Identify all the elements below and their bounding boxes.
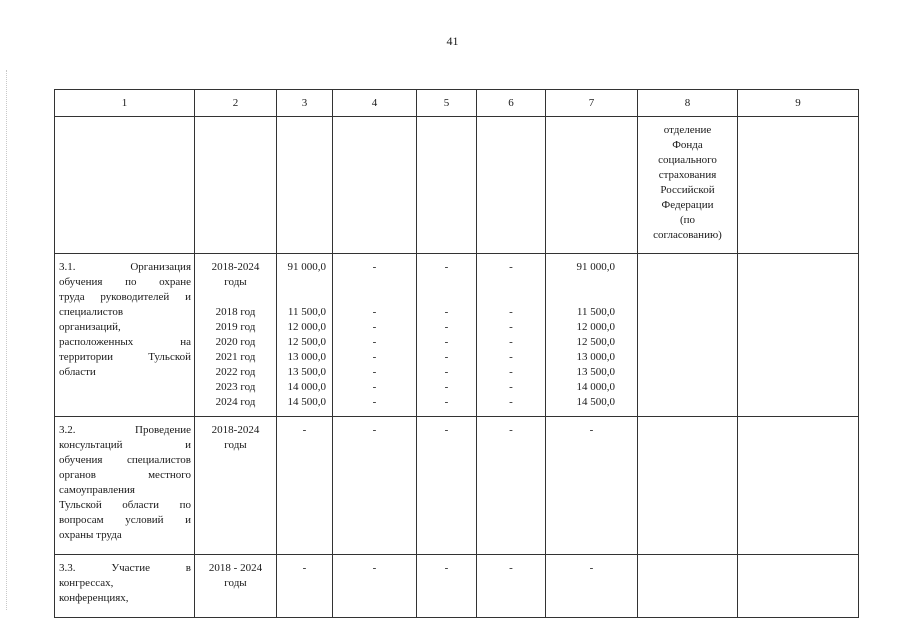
item-col5-value: - — [417, 555, 477, 618]
item-description: 3.3. Участие в конгрессах, конференциях, — [55, 555, 195, 618]
item-col6-value: - — [477, 417, 546, 555]
responsible-org-cell: отделение Фонда социального страхования Российской Федерации (по согласованию) — [638, 117, 738, 254]
header-cell-7: 7 — [546, 90, 638, 117]
item-col3-values: 91 000,0 11 500,0 12 000,0 12 500,0 13 000,0 13 500,0 14 000,0 14 500,0 — [277, 254, 333, 417]
item-years: 2018 - 2024 годы — [195, 555, 277, 618]
header-cell-1: 1 — [55, 90, 195, 117]
item-col7-value: - — [546, 417, 638, 555]
table-row-3-1 — [55, 254, 859, 417]
item-col4-value: - — [333, 417, 417, 555]
item-description: 3.2. Проведение консультаций и обучения специалистов органов местного самоуправления Тульской области по вопросам условий и охраны труда — [55, 417, 195, 555]
org-continuation-row — [55, 117, 859, 254]
item-col3-value: - — [277, 555, 333, 618]
item-col4-values: - - - - - - - - — [333, 254, 417, 417]
item-col6-value: - — [477, 555, 546, 618]
program-table — [54, 89, 859, 618]
page-number: 41 — [446, 34, 459, 48]
table-row-3-3 — [55, 555, 859, 618]
item-col6-values: - - - - - - - - — [477, 254, 546, 417]
header-row — [55, 90, 859, 117]
item-col3-value: - — [277, 417, 333, 555]
item-years: 2018-2024 годы — [195, 417, 277, 555]
item-col7-value: - — [546, 555, 638, 618]
header-cell-9: 9 — [738, 90, 859, 117]
table-row-3-2 — [55, 417, 859, 555]
header-cell-6: 6 — [477, 90, 546, 117]
item-col4-value: - — [333, 555, 417, 618]
header-cell-5: 5 — [417, 90, 477, 117]
header-cell-4: 4 — [333, 90, 417, 117]
header-cell-8: 8 — [638, 90, 738, 117]
item-col5-value: - — [417, 417, 477, 555]
item-description: 3.1. Организация обучения по охране труда руководителей и специалистов организаций, расположенных на территории Тульской области — [55, 254, 195, 417]
left-margin-scan-mark — [6, 70, 8, 610]
item-years: 2018-2024 годы 2018 год 2019 год 2020 год 2021 год 2022 год 2023 год 2024 год — [195, 254, 277, 417]
item-col7-values: 91 000,0 11 500,0 12 000,0 12 500,0 13 000,0 13 500,0 14 000,0 14 500,0 — [546, 254, 638, 417]
header-cell-3: 3 — [277, 90, 333, 117]
header-cell-2: 2 — [195, 90, 277, 117]
item-col5-values: - - - - - - - - — [417, 254, 477, 417]
